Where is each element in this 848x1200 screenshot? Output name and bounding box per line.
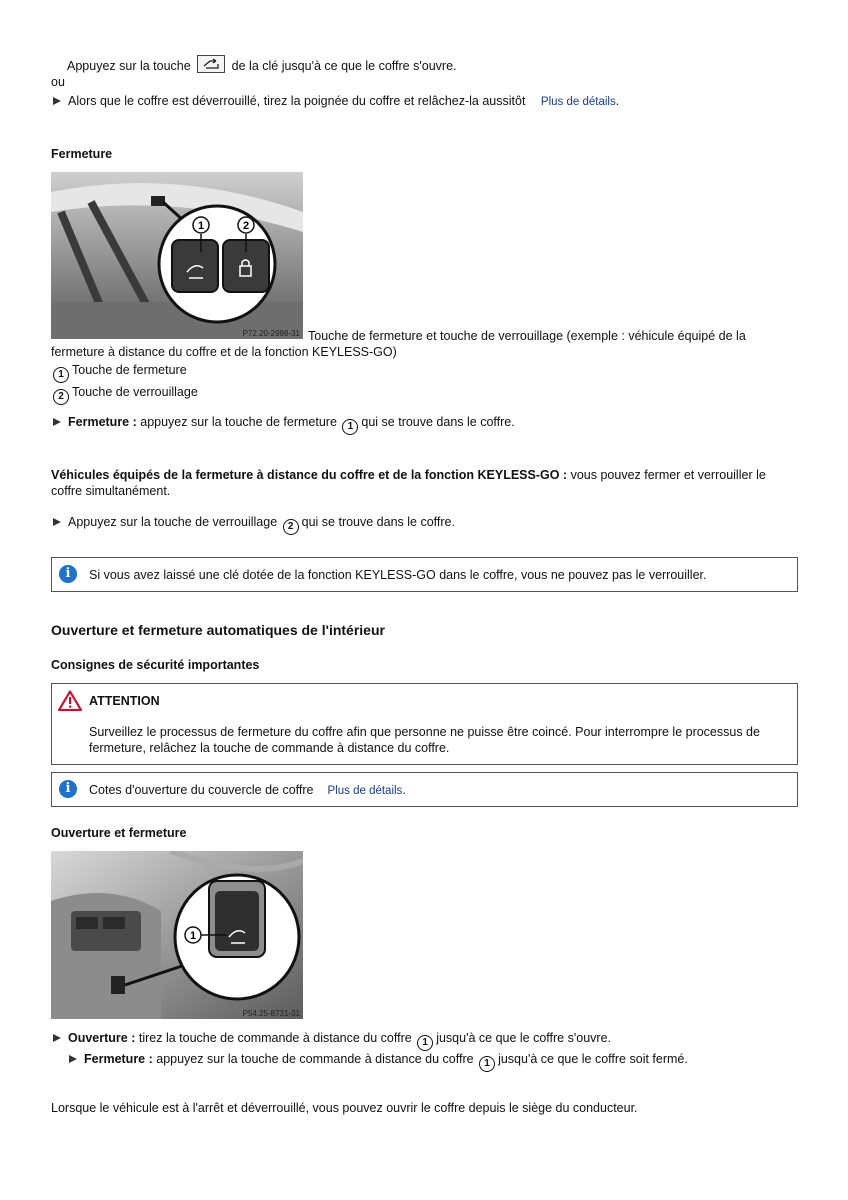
safety-subheading: Consignes de sécurité importantes [51, 658, 260, 672]
legend-item-2: 2 Touche de verrouillage [51, 384, 198, 405]
fermeture-heading: Fermeture [51, 147, 113, 161]
intro-step-1-text: Appuyez sur la touche [67, 59, 191, 73]
ouverture-step-2: Fermeture : appuyez sur la touche de commande à distance du coffre 1 jusqu'à ce que le coffre soit fermé. [69, 1051, 688, 1072]
section-heading: Ouverture et fermeture automatiques de l'intérieur [51, 622, 385, 638]
info-box-text: Cotes d'ouverture du couvercle de coffre Plus de détails. [89, 783, 406, 797]
intro-step-2: Alors que le coffre est déverrouillé, tirez la poignée du coffre et relâchez-la aussitôt Plus de détails. [53, 93, 619, 110]
bullet-arrow-icon [69, 1055, 77, 1063]
callout-1-icon: 1 [53, 367, 69, 383]
bullet-arrow-icon [53, 418, 61, 426]
keyless-instruction: Appuyez sur la touche de verrouillage 2 qui se trouve dans le coffre. [53, 514, 455, 535]
details-link[interactable]: Plus de détails [327, 785, 403, 797]
warning-text-line-1: Surveillez le processus de fermeture du coffre afin que personne ne puisse être coincé. Pour interrompre le processus de [89, 725, 760, 739]
figure-caption-line-2: fermeture à distance du coffre et de la fonction KEYLESS-GO) [51, 345, 397, 359]
intro-step-1-text-end: de la clé jusqu'à ce que le coffre s'ouvre. [231, 59, 457, 73]
bullet-arrow-icon [53, 97, 61, 105]
svg-text:1: 1 [189, 930, 197, 942]
final-paragraph: Lorsque le véhicule est à l'arrêt et déverrouillé, vous pouvez ouvrir le coffre depuis le siège du conducteur. [51, 1101, 638, 1115]
legend-item-1: 1 Touche de fermeture [51, 362, 187, 383]
ouverture-step-1: Ouverture : tirez la touche de commande à distance du coffre 1 jusqu'à ce que le coffre s'ouvre. [53, 1030, 611, 1051]
trunk-buttons-figure [51, 172, 303, 339]
warning-text-line-2: fermeture, relâchez la touche de commande à distance du coffre. [89, 741, 450, 755]
details-link[interactable]: Plus de détails [540, 96, 616, 108]
info-icon: i [59, 780, 77, 798]
svg-text:1: 1 [197, 220, 205, 232]
fermeture-instruction: Fermeture : appuyez sur la touche de fermeture 1 qui se trouve dans le coffre. [53, 414, 515, 435]
warning-box [51, 683, 798, 765]
info-box [51, 557, 798, 592]
door-switch-figure [51, 851, 303, 1019]
bullet-arrow-icon [53, 1034, 61, 1042]
intro-step-1 [67, 55, 457, 74]
ouverture-heading: Ouverture et fermeture [51, 826, 187, 840]
figure-code: P54.25-8731-31 [242, 1009, 300, 1018]
figure-caption-line-1: Touche de fermeture et touche de verrouillage (exemple : véhicule équipé de la [308, 329, 746, 343]
callout-1-icon: 1 [342, 419, 358, 435]
warning-title: ATTENTION [89, 694, 160, 708]
info-icon: i [59, 565, 77, 583]
info-box [51, 772, 798, 807]
callout-1-icon: 1 [479, 1056, 495, 1072]
callout-1-icon: 1 [417, 1035, 433, 1051]
keyless-text-line-1: Véhicules équipés de la fermeture à distance du coffre et de la fonction KEYLESS-GO : vous pouvez fermer et verrouiller le [51, 468, 766, 482]
callout-2-icon: 2 [53, 389, 69, 405]
intro-step-2-text: Alors que le coffre est déverrouillé, tirez la poignée du coffre et relâchez-la aussitôt [68, 94, 526, 108]
or-text: ou [51, 75, 65, 89]
keyless-text-line-2: coffre simultanément. [51, 484, 171, 498]
trunk-key-icon [197, 55, 225, 73]
warning-icon [58, 690, 82, 711]
svg-text:2: 2 [242, 220, 250, 232]
figure-code: P72.20-2998-31 [242, 329, 300, 338]
bullet-arrow-icon [53, 518, 61, 526]
info-box-text: Si vous avez laissé une clé dotée de la fonction KEYLESS-GO dans le coffre, vous ne pouvez pas le verrouiller. [89, 568, 707, 582]
callout-2-icon: 2 [283, 519, 299, 535]
